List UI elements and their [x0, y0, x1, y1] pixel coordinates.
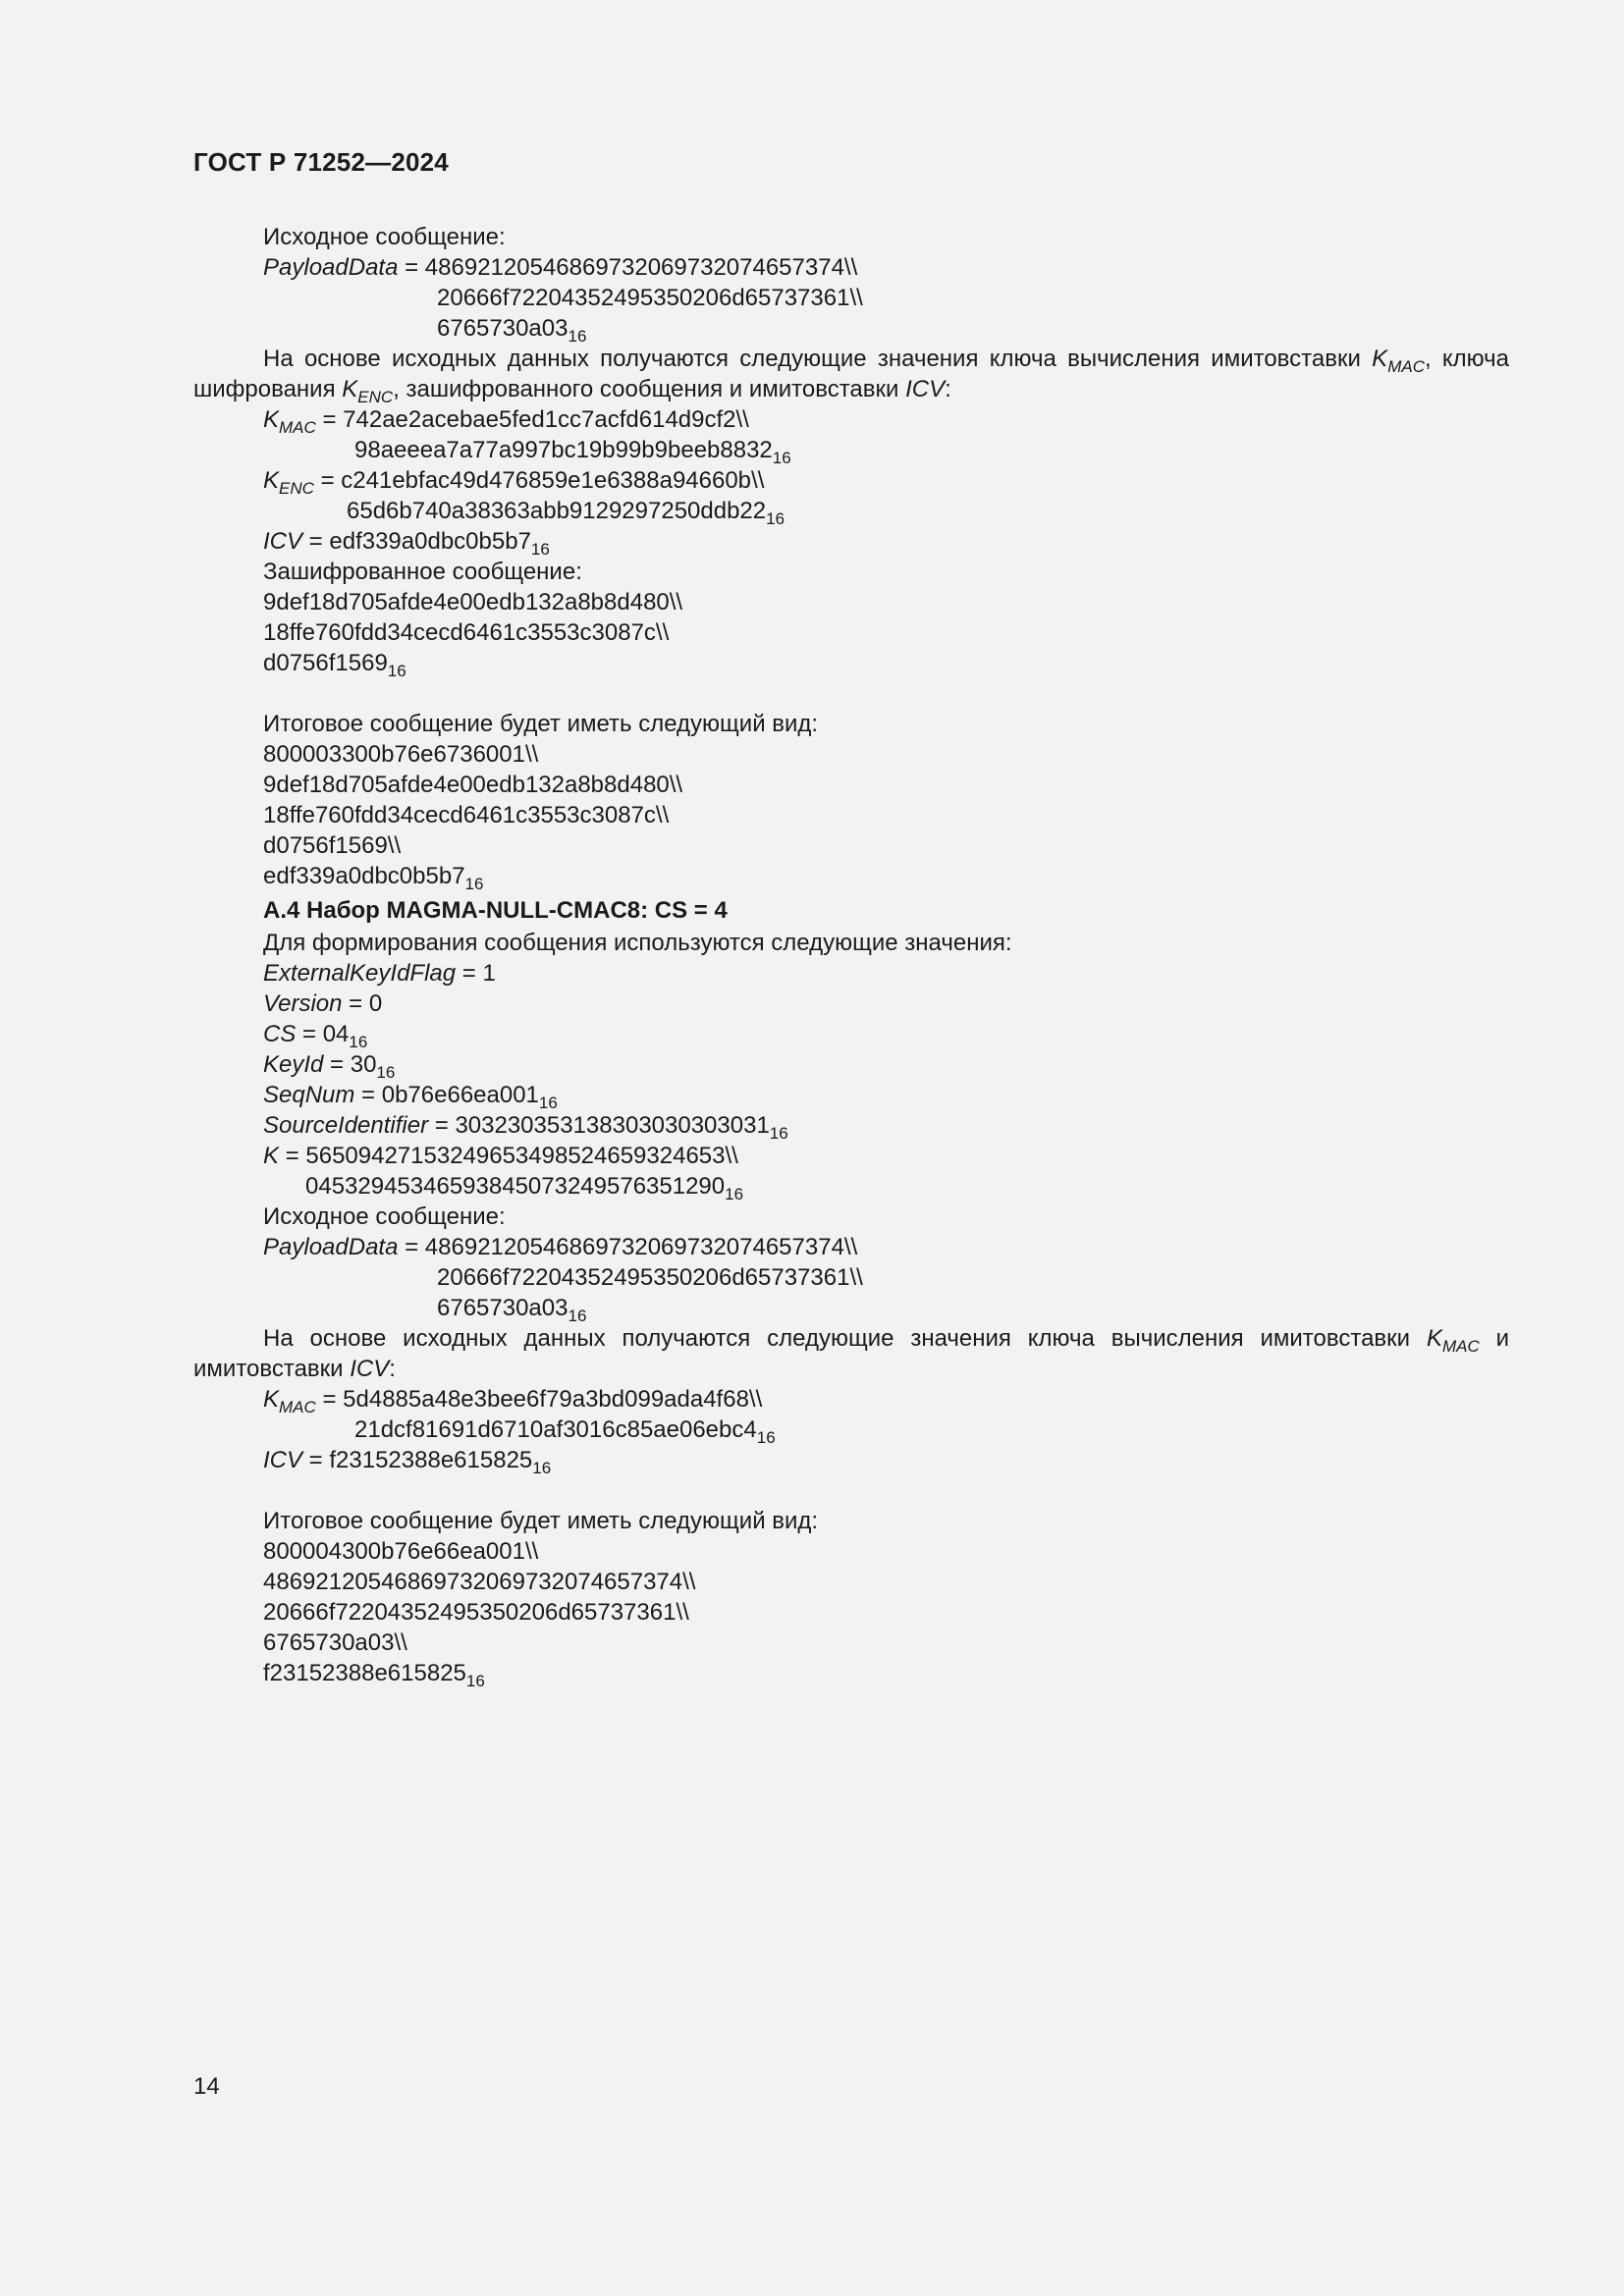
orig-label: Исходное сообщение:	[263, 224, 506, 250]
final-line: d0756f1569\\	[263, 832, 402, 859]
paragraph-derivation: На основе исходных данных получаются следующие значения ключа вычисления имитовставки $K_{MAC}$, ключа шифрования $K_{ENC}$, зашифрованного сообщения и имитовставки ICV:	[193, 346, 1510, 406]
payload-line: 20666f72204352495350206d65737361\\	[437, 285, 863, 311]
param-line: SeqNum = $0b76e66ea001_{16}$	[263, 1082, 558, 1112]
param-line: $04532945346593845073249576351290_{16}$	[305, 1173, 744, 1203]
final-label: Итоговое сообщение будет иметь следующий вид:	[263, 711, 819, 737]
payload-line: PayloadData = 48692120546869732069732074657374\\	[263, 254, 858, 281]
kmac-line: $21dcf81691d6710af3016c85ae06ebc4_{16}$	[354, 1416, 776, 1447]
icv-line: ICV = $f23152388e615825_{16}$	[263, 1447, 552, 1477]
final-line: 800003300b76e6736001\\	[263, 741, 539, 768]
final-label: Итоговое сообщение будет иметь следующий вид:	[263, 1508, 819, 1534]
final-line: $edf339a0dbc0b5b7_{16}$	[263, 863, 484, 893]
kenc-line: $65d6b740a38363abb9129297250ddb22_{16}$	[347, 498, 785, 528]
kenc-line: $K_{ENC}$ = c241ebfac49d476859e1e6388a94660b\\	[263, 467, 765, 498]
final-line: 9def18d705afde4e00edb132a8b8d480\\	[263, 772, 683, 798]
final-line: 800004300b76e66ea001\\	[263, 1538, 539, 1565]
param-line: ExternalKeyIdFlag = 1	[263, 960, 496, 987]
enc-label: Зашифрованное сообщение:	[263, 559, 582, 585]
section-title: А.4 Набор MAGMA-NULL-CMAC8: CS = 4	[263, 897, 728, 924]
param-line: SourceIdentifier = $303230353138303030303031_{16}$	[263, 1112, 788, 1143]
enc-line: $d0756f1569_{16}$	[263, 650, 406, 680]
param-line: Version = 0	[263, 990, 383, 1017]
enc-line: 9def18d705afde4e00edb132a8b8d480\\	[263, 589, 683, 615]
kmac-line: $98aeeea7a77a997bc19b99b9beeb8832_{16}$	[354, 437, 791, 467]
document-body	[193, 222, 1509, 1688]
kmac-line: $K_{MAC}$ = 742ae2acebae5fed1cc7acfd614d9cf2\\	[263, 406, 749, 437]
document-header: ГОСТ Р 71252—2024	[193, 147, 449, 177]
final-line: 18ffe760fdd34cecd6461c3553c3087c\\	[263, 802, 670, 828]
paragraph-derivation: На основе исходных данных получаются следующие значения ключа вычисления имитовставки $K_{MAC}$ и имитовставки ICV:	[193, 1325, 1510, 1382]
final-line: 20666f72204352495350206d65737361\\	[263, 1599, 689, 1626]
orig-label: Исходное сообщение:	[263, 1203, 506, 1230]
intro-line: Для формирования сообщения используются следующие значения:	[263, 930, 1012, 956]
kmac-line: $K_{MAC}$ = 5d4885a48e3bee6f79a3bd099ada4f68\\	[263, 1386, 763, 1416]
param-line: KeyId = $30_{16}$	[263, 1051, 396, 1082]
param-line: K = 56509427153249653498524659324653\\	[263, 1143, 738, 1169]
payload-line: PayloadData = 48692120546869732069732074657374\\	[263, 1234, 858, 1260]
enc-line: 18ffe760fdd34cecd6461c3553c3087c\\	[263, 619, 670, 646]
final-line: 48692120546869732069732074657374\\	[263, 1569, 696, 1595]
payload-line: $6765730a03_{16}$	[437, 1295, 587, 1325]
payload-line: $6765730a03_{16}$	[437, 315, 587, 346]
page-number: 14	[193, 2073, 220, 2100]
final-line: 6765730a03\\	[263, 1629, 407, 1656]
final-line: $f23152388e615825_{16}$	[263, 1660, 485, 1690]
param-line: CS = $04_{16}$	[263, 1021, 368, 1051]
icv-line: ICV = $edf339a0dbc0b5b7_{16}$	[263, 528, 550, 559]
payload-line: 20666f72204352495350206d65737361\\	[437, 1264, 863, 1291]
